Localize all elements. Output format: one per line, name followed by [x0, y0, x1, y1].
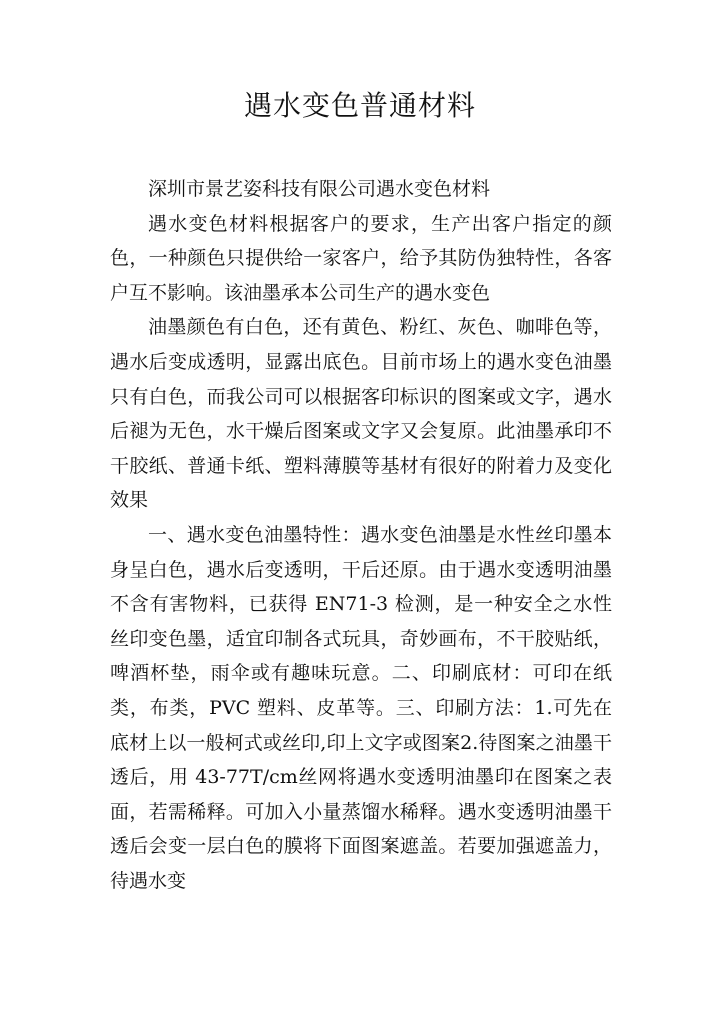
document-body — [110, 172, 612, 898]
paragraph-company: 深圳市景艺姿科技有限公司遇水变色材料 — [148, 178, 491, 200]
paragraph-intro: 遇水变色材料根据客户的要求，生产出客户指定的颜色，一种颜色只提供给一家客户，给予其防伪独特性，各客户互不影响。该油墨承本公司生产的遇水变色 — [110, 212, 612, 304]
paragraph-properties: 一、遇水变色油墨特性：遇水变色油墨是水性丝印墨本身呈白色，遇水后变透明，干后还原。由于遇水变透明油墨不含有害物料，已获得 EN71-3 检测，是一种安全之水性丝印变色墨，适宜印制各式玩具，奇妙画布，不干胶贴纸，啤酒杯垫，雨伞或有趣味玩意。二、印刷底材：可印在纸类，布类，PVC 塑料、皮革等。三、印刷方法：1.可先在底材上以一般柯式或丝印,印上文字或图案2.待图案之油墨干透后，用 43-77T/cm丝网将遇水变透明油墨印在图案之表面，若需稀释。可加入小量蒸馏水稀释。遇水变透明油墨干透后会变一层白色的膜将下面图案遮盖。若要加强遮盖力，待遇水变 — [110, 523, 612, 892]
document-title: 遇水变色普通材料 — [243, 89, 476, 122]
paragraph-colors: 油墨颜色有白色，还有黄色、粉红、灰色、咖啡色等，遇水后变成透明，显露出底色。目前市场上的遇水变色油墨只有白色，而我公司可以根据客印标识的图案或文字，遇水后褪为无色，水干燥后图案或文字又会复原。此油墨承印不干胶纸、普通卡纸、塑料薄膜等基材有很好的附着力及变化效果 — [110, 316, 612, 512]
